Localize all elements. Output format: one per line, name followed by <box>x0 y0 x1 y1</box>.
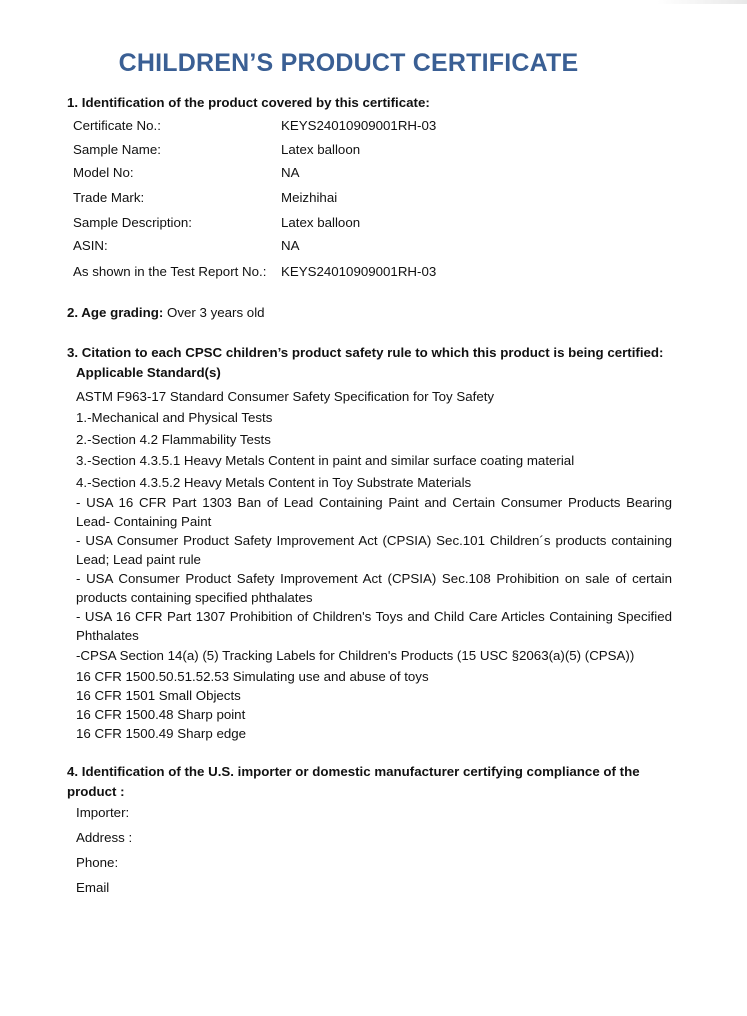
row-value: KEYS24010909001RH-03 <box>281 118 437 133</box>
page-title: CHILDREN’S PRODUCT CERTIFICATE <box>118 49 579 77</box>
row-value: Latex balloon <box>281 215 361 230</box>
standard-item: - USA 16 CFR Part 1307 Prohibition of Children's Toys and Child Care Articles Containing Specified Phthalates <box>76 609 672 643</box>
standard-item: 16 CFR 1500.50.51.52.53 Simulating use and abuse of toys <box>76 669 429 684</box>
row-value: KEYS24010909001RH-03 <box>281 264 437 279</box>
standard-item: 3.-Section 4.3.5.1 Heavy Metals Content in paint and similar surface coating material <box>76 453 575 468</box>
standard-item: -CPSA Section 14(a) (5) Tracking Labels for Children's Products (15 USC §2063(a)(5) (CPSA)) <box>76 648 635 663</box>
row-value: Meizhihai <box>281 190 338 205</box>
row-label: ASIN: <box>73 238 108 253</box>
row-value: Latex balloon <box>281 142 361 157</box>
standard-item: - USA Consumer Product Safety Improvement Act (CPSIA) Sec.108 Prohibition on sale of certain products containing specified phthalates <box>76 571 672 605</box>
section3-heading: 3. Citation to each CPSC children’s product safety rule to which this product is being certified: <box>67 345 664 360</box>
importer-field-label: Importer: <box>76 805 130 820</box>
standard-item: 2.-Section 4.2 Flammability Tests <box>76 432 271 447</box>
row-value: NA <box>281 238 300 253</box>
row-label: Sample Description: <box>73 215 192 230</box>
age-grading-value: Over 3 years old <box>167 305 265 320</box>
section1-heading: 1. Identification of the product covered by this certificate: <box>67 95 430 110</box>
row-label: Certificate No.: <box>73 118 161 133</box>
page-edge-shadow <box>657 0 747 4</box>
applicable-standards-heading: Applicable Standard(s) <box>76 365 221 380</box>
age-grading <box>67 305 265 321</box>
standard-item: 1.-Mechanical and Physical Tests <box>76 410 273 425</box>
standard-item: - USA 16 CFR Part 1303 Ban of Lead Containing Paint and Certain Consumer Products Bearing Lead- Containing Paint <box>76 495 672 529</box>
standard-item: 4.-Section 4.3.5.2 Heavy Metals Content in Toy Substrate Materials <box>76 475 472 490</box>
standard-item: 16 CFR 1500.49 Sharp edge <box>76 726 247 741</box>
row-label: As shown in the Test Report No.: <box>73 264 267 279</box>
row-value: NA <box>281 165 300 180</box>
importer-field-label: Address : <box>76 830 133 845</box>
row-label: Model No: <box>73 165 134 180</box>
age-grading-label: 2. Age grading: <box>67 305 164 320</box>
standard-item: 16 CFR 1501 Small Objects <box>76 688 241 703</box>
section4-heading: 4. Identification of the U.S. importer or domestic manufacturer certifying compliance of the product : <box>67 764 640 799</box>
standard-item: 16 CFR 1500.48 Sharp point <box>76 707 246 722</box>
standard-item: - USA Consumer Product Safety Improvement Act (CPSIA) Sec.101 Children´s products containing Lead; Lead paint rule <box>76 533 672 567</box>
importer-field-label: Email <box>76 880 110 895</box>
importer-field-label: Phone: <box>76 855 119 870</box>
row-label: Sample Name: <box>73 142 161 157</box>
row-label: Trade Mark: <box>73 190 145 205</box>
standard-item: ASTM F963-17 Standard Consumer Safety Specification for Toy Safety <box>76 389 495 404</box>
